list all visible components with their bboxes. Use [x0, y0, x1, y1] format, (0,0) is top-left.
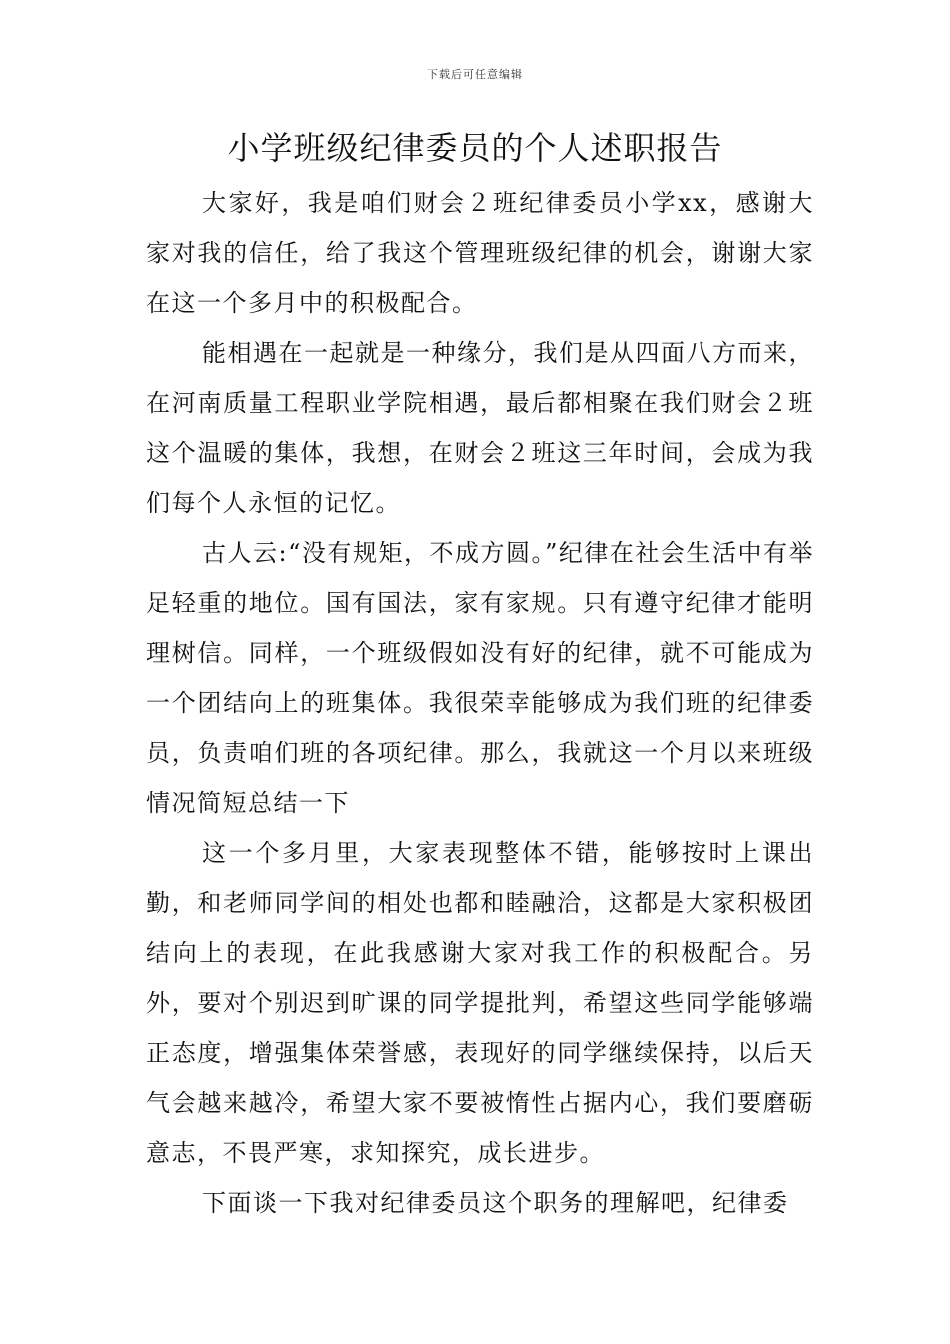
paragraph-2: 能相遇在一起就是一种缘分，我们是从四面八方而来，在河南质量工程职业学院相遇，最后都相聚在我们财会２班这个温暖的集体，我想，在财会２班这三年时间，会成为我们每个人永恒的记忆。 [146, 339, 814, 517]
paragraph-1: 大家好，我是咱们财会２班纪律委员小学xx，感谢大家对我的信任，给了我这个管理班级纪律的机会，谢谢大家在这一个多月中的积极配合。 [146, 189, 814, 317]
header-note: 下载后可任意编辑 [427, 68, 523, 81]
paragraph-3: 古人云:“没有规矩，不成方圆。”纪律在社会生活中有举足轻重的地位。国有国法，家有家规。只有遵守纪律才能明理树信。同样，一个班级假如没有好的纪律，就不可能成为一个团结向上的班集体。我很荣幸能够成为我们班的纪律委员，负责咱们班的各项纪律。那么，我就这一个月以来班级情况简短总结一下 [146, 539, 814, 817]
document-title: 小学班级纪律委员的个人述职报告 [227, 129, 723, 167]
document-body [146, 178, 814, 1228]
paragraph-5: 下面谈一下我对纪律委员这个职务的理解吧，纪律委 [202, 1189, 789, 1217]
paragraph-4: 这一个多月里，大家表现整体不错，能够按时上课出勤，和老师同学间的相处也都和睦融洽，这都是大家积极团结向上的表现，在此我感谢大家对我工作的积极配合。另外，要对个别迟到旷课的同学提批判，希望这些同学能够端正态度，增强集体荣誉感，表现好的同学继续保持，以后天气会越来越冷，希望大家不要被惰性占据内心，我们要磨砺意志，不畏严寒，求知探究，成长进步。 [146, 839, 814, 1167]
